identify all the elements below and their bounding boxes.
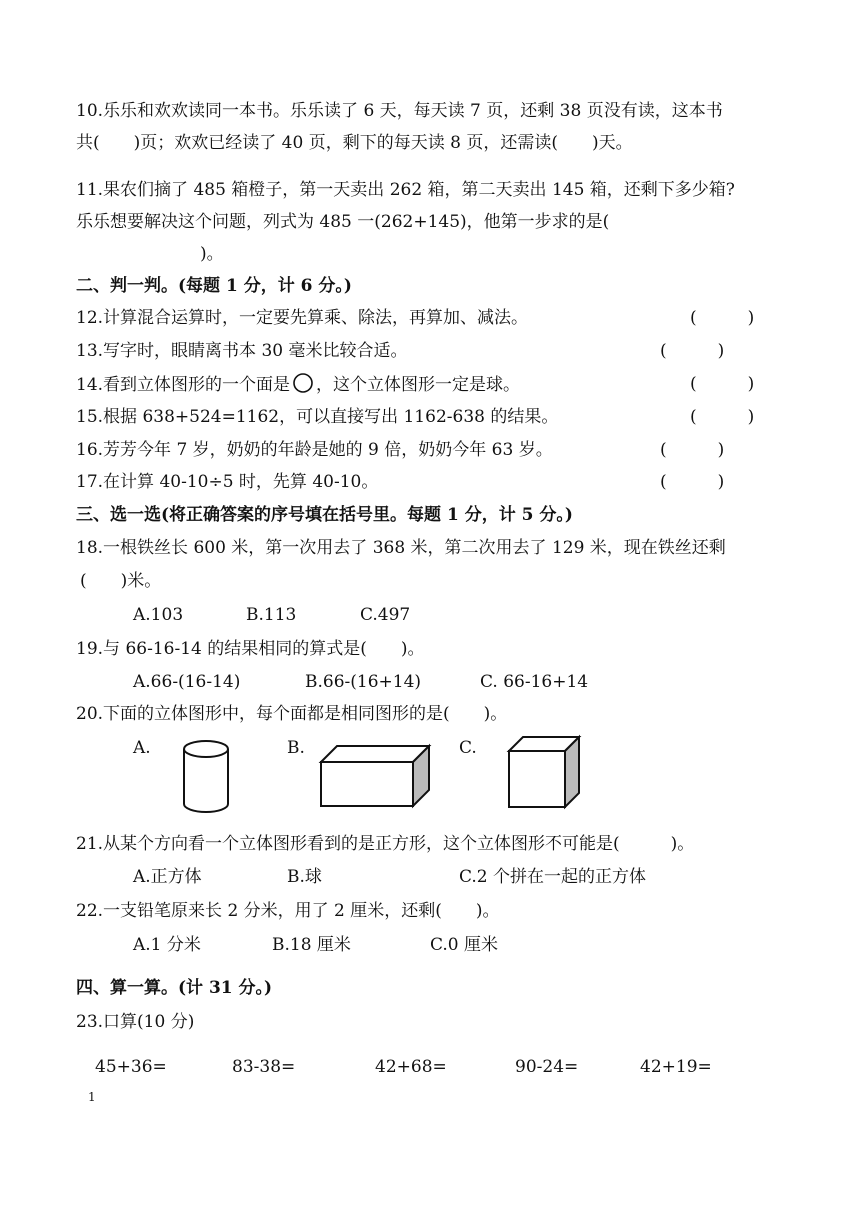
q13-paren[interactable]: ( ) [660, 341, 725, 361]
cuboid-icon [317, 742, 432, 812]
section2-title: 二、判一判。(每题 1 分，计 6 分。) [76, 276, 352, 296]
q23-item-3: 42+68= [375, 1057, 447, 1077]
cylinder-icon [178, 738, 240, 818]
q23-item-4: 90-24= [515, 1057, 579, 1077]
q23-item-5: 42+19= [640, 1057, 712, 1077]
q20-text: 20.下面的立体图形中，每个面都是相同图形的是( )。 [76, 704, 508, 724]
q18-option-c[interactable]: C.497 [360, 605, 411, 625]
q23-title: 23.口算(10 分) [76, 1012, 195, 1032]
q16-text: 16.芳芳今年 7 岁，奶奶的年龄是她的 9 倍，奶奶今年 63 岁。 [76, 440, 553, 460]
q15-paren[interactable]: ( ) [690, 407, 755, 427]
q22-option-a[interactable]: A.1 分米 [133, 935, 201, 955]
q20-option-b[interactable]: B. [287, 738, 305, 758]
q19-option-b[interactable]: B.66-(16+14) [305, 672, 422, 692]
q15-text: 15.根据 638+524=1162，可以直接写出 1162-638 的结果。 [76, 407, 559, 427]
q19-text: 19.与 66-16-14 的结果相同的算式是( )。 [76, 639, 425, 659]
q20-option-a[interactable]: A. [133, 738, 151, 758]
q22-option-c[interactable]: C.0 厘米 [430, 935, 499, 955]
q21-option-c[interactable]: C.2 个拼在一起的正方体 [459, 867, 647, 887]
q14-text-part2: ，这个立体图形一定是球。 [316, 375, 521, 395]
q20-option-c[interactable]: C. [459, 738, 477, 758]
page-number: 1 [88, 1090, 96, 1104]
q14-paren[interactable]: ( ) [690, 374, 755, 394]
q11-line3: )。 [200, 244, 224, 264]
q18-line2: ( )米。 [80, 571, 162, 591]
q22-text: 22.一支铅笔原来长 2 分米，用了 2 厘米，还剩( )。 [76, 901, 500, 921]
q12-text: 12.计算混合运算时，一定要先算乘、除法，再算加、减法。 [76, 308, 529, 328]
q21-option-b[interactable]: B.球 [287, 867, 322, 887]
q21-option-a[interactable]: A.正方体 [133, 867, 202, 887]
q13-text: 13.写字时，眼睛离书本 30 毫米比较合适。 [76, 341, 408, 361]
q12-paren[interactable]: ( ) [690, 308, 755, 328]
q18-option-a[interactable]: A.103 [133, 605, 184, 625]
q10-line1: 10.乐乐和欢欢读同一本书。乐乐读了 6 天，每天读 7 页，还剩 38 页没有读，这本书 [76, 101, 723, 121]
q23-item-1: 45+36= [95, 1057, 167, 1077]
q19-option-a[interactable]: A.66-(16-14) [133, 672, 241, 692]
circle-icon [292, 372, 314, 394]
q11-line1: 11.果农们摘了 485 箱橙子，第一天卖出 262 箱，第二天卖出 145 箱，还剩下多少箱? [76, 180, 735, 200]
q21-text: 21.从某个方向看一个立体图形看到的是正方形，这个立体图形不可能是( )。 [76, 834, 695, 854]
q17-paren[interactable]: ( ) [660, 472, 725, 492]
q17-text: 17.在计算 40-10÷5 时，先算 40-10。 [76, 472, 379, 492]
section3-title: 三、选一选(将正确答案的序号填在括号里。每题 1 分，计 5 分。) [76, 505, 573, 525]
q16-paren[interactable]: ( ) [660, 440, 725, 460]
q11-line2: 乐乐想要解决这个问题，列式为 485 一(262+145)，他第一步求的是( [76, 212, 610, 232]
q23-item-2: 83-38= [232, 1057, 296, 1077]
section4-title: 四、算一算。(计 31 分。) [76, 978, 273, 998]
q18-option-b[interactable]: B.113 [246, 605, 297, 625]
q22-option-b[interactable]: B.18 厘米 [272, 935, 351, 955]
q19-option-c[interactable]: C. 66-16+14 [480, 672, 589, 692]
q14-text [76, 372, 520, 397]
q10-line2: 共( )页；欢欢已经读了 40 页，剩下的每天读 8 页，还需读( )天。 [76, 133, 633, 153]
q18-line1: 18.一根铁丝长 600 米，第一次用去了 368 米，第二次用去了 129 米，现在铁丝还剩 [76, 538, 726, 558]
cube-icon [505, 733, 585, 813]
q14-text-part1: 14.看到立体图形的一个面是 [76, 375, 291, 395]
